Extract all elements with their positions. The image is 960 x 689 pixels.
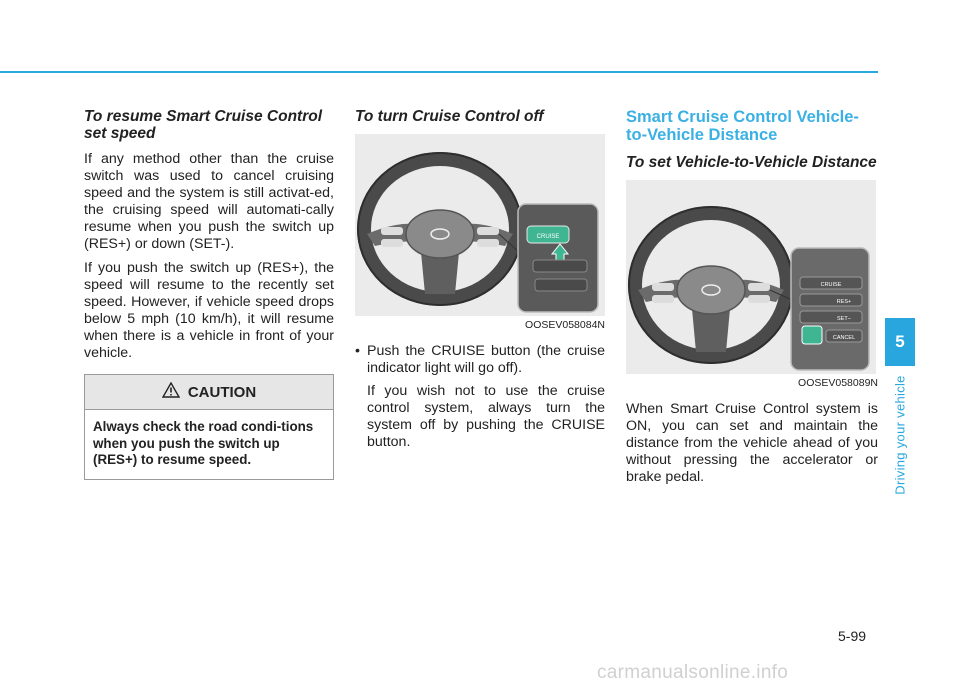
steering-wheel-illustration — [355, 134, 605, 316]
column-resume-speed — [84, 108, 334, 480]
distance-paragraph: When Smart Cruise Control system is ON, you can set and maintain the distance from the vehicle ahead of you without pressing the accelerator or brake pedal. — [626, 401, 878, 486]
steering-wheel-figure-distance — [626, 180, 876, 374]
resume-speed-paragraph-1: If any method other than the cruise switch was used to cancel cruising speed and the system is still activat-ed, the cruising speed will automati-cally resume when you push the switch up (RES+) or down (SET-). — [84, 151, 334, 253]
cruise-off-note: If you wish not to use the cruise control system, always turn the system off by pushing the CRUISE button. — [367, 383, 605, 451]
caution-title: CAUTION — [187, 383, 257, 401]
cruise-off-bullet: • Push the CRUISE button (the cruise indicator light will go off). — [355, 343, 605, 377]
cruise-off-list — [355, 343, 605, 377]
cruise-label: CRUISE — [820, 282, 842, 288]
steering-wheel-figure-cruise — [355, 134, 605, 316]
steering-wheel-distance-illustration — [626, 180, 876, 374]
resume-speed-heading: To resume Smart Cruise Control set speed — [84, 108, 323, 142]
cruise-button-label: CRUISE — [536, 234, 560, 240]
set-label: SET− — [837, 316, 851, 322]
warning-triangle-icon — [162, 382, 180, 403]
column-cruise-off — [355, 108, 605, 452]
cancel-label: CANCEL — [832, 335, 856, 341]
res-label: RES+ — [836, 299, 852, 305]
column-distance — [626, 108, 878, 492]
distance-section-title: Smart Cruise Control Vehicle-to-Vehicle Distance — [626, 108, 859, 144]
caution-box — [84, 374, 334, 480]
figure-caption-distance: OOSEV058089N — [798, 377, 878, 389]
watermark: carmanualsonline.info — [597, 662, 789, 683]
distance-heading: To set Vehicle-to-Vehicle Distance — [626, 154, 877, 171]
header-rule — [0, 71, 878, 73]
caution-text: Always check the road condi-tions when you push the switch up (RES+) to resume speed. — [93, 419, 314, 468]
caution-header — [85, 375, 333, 410]
resume-speed-paragraph-2: If you push the switch up (RES+), the speed will resume to the recently set speed. However, if vehicle speed drops below 5 mph (10 km/h), it will resume when there is a vehicle in front of your vehicle. — [84, 259, 334, 362]
page-number: 5-99 — [838, 628, 867, 644]
cruise-off-heading: To turn Cruise Control off — [355, 108, 544, 125]
chapter-tab: 5 — [885, 318, 915, 366]
figure-caption-cruise: OOSEV058084N — [525, 319, 605, 331]
chapter-label: Driving your vehicle — [892, 375, 908, 495]
